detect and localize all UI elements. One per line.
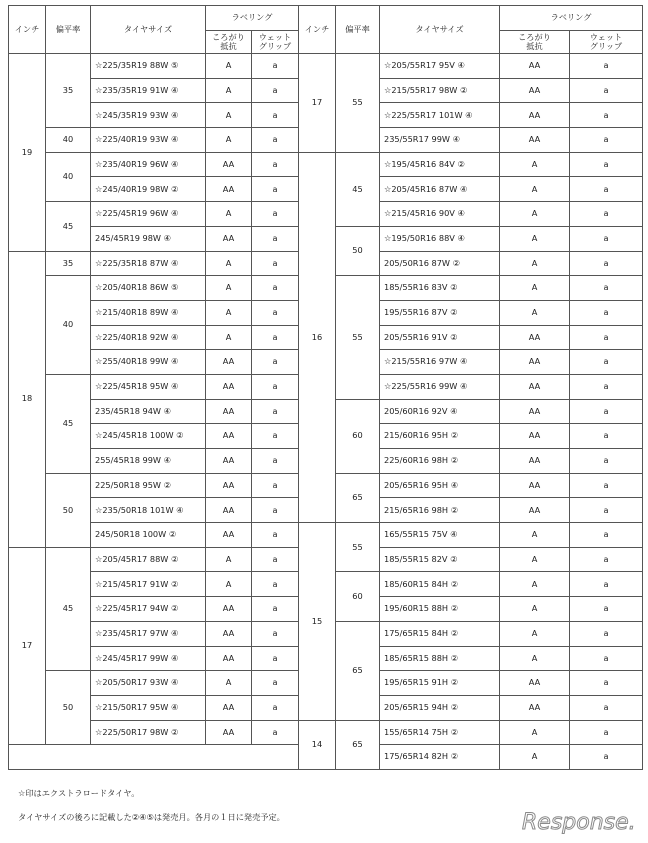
wet-grip-cell: a — [252, 325, 299, 350]
tire-size-cell: ☆235/45R17 97W ④ — [91, 621, 206, 646]
tire-size-cell: ☆225/40R18 92W ④ — [91, 325, 206, 350]
rolling-resistance-cell: AA — [206, 695, 252, 720]
wet-grip-cell: a — [252, 202, 299, 227]
rolling-resistance-cell: A — [500, 523, 570, 548]
wet-grip-cell: a — [570, 498, 643, 523]
rolling-resistance-cell: AA — [206, 152, 252, 177]
rolling-resistance-cell: A — [206, 78, 252, 103]
tire-size-cell: ☆235/35R19 91W ④ — [91, 78, 206, 103]
rolling-resistance-cell: A — [206, 325, 252, 350]
wet-grip-cell: a — [252, 473, 299, 498]
tire-size-cell: 205/65R16 95H ④ — [380, 473, 500, 498]
rolling-resistance-cell: AA — [500, 671, 570, 696]
tire-size-cell: 205/50R16 87W ② — [380, 251, 500, 276]
inch-cell: 15 — [299, 523, 336, 721]
tire-size-cell: ☆225/55R16 99W ④ — [380, 374, 500, 399]
rolling-resistance-cell: AA — [500, 498, 570, 523]
rolling-resistance-cell: A — [500, 202, 570, 227]
wet-grip-cell: a — [570, 449, 643, 474]
aspect-cell: 50 — [336, 226, 380, 275]
wet-grip-cell: a — [252, 374, 299, 399]
header-rolling-right: ころがり 抵抗 — [500, 31, 570, 54]
rolling-resistance-cell: AA — [500, 54, 570, 79]
header-aspect-left: 偏平率 — [46, 6, 91, 54]
rolling-resistance-cell: AA — [500, 473, 570, 498]
tire-size-cell: 215/60R16 95H ② — [380, 424, 500, 449]
tire-size-cell: ☆225/45R18 95W ④ — [91, 374, 206, 399]
tire-size-cell: 235/55R17 99W ④ — [380, 128, 500, 153]
aspect-cell: 55 — [336, 54, 380, 153]
rolling-resistance-cell: A — [500, 597, 570, 622]
wet-grip-cell: a — [570, 671, 643, 696]
tire-size-cell: ☆205/50R17 93W ④ — [91, 671, 206, 696]
tire-size-cell: ☆235/40R19 96W ④ — [91, 152, 206, 177]
tire-size-cell: 245/50R18 100W ② — [91, 523, 206, 548]
rolling-resistance-cell: A — [500, 745, 570, 770]
aspect-cell: 35 — [46, 251, 91, 276]
rolling-resistance-cell: A — [206, 202, 252, 227]
aspect-cell: 65 — [336, 621, 380, 720]
aspect-cell: 40 — [46, 276, 91, 375]
tire-size-cell: ☆225/40R19 93W ④ — [91, 128, 206, 153]
tire-spec-table — [8, 5, 643, 770]
aspect-cell: 45 — [46, 202, 91, 251]
wet-grip-cell: a — [570, 54, 643, 79]
wet-grip-cell: a — [252, 547, 299, 572]
rolling-resistance-cell: AA — [206, 523, 252, 548]
wet-grip-cell: a — [570, 202, 643, 227]
rolling-resistance-cell: AA — [206, 621, 252, 646]
table-body — [9, 6, 643, 770]
rolling-resistance-cell: AA — [500, 350, 570, 375]
wet-grip-cell: a — [570, 152, 643, 177]
wet-grip-cell: a — [570, 103, 643, 128]
inch-cell: 14 — [299, 720, 336, 769]
wet-grip-cell: a — [252, 251, 299, 276]
wet-grip-cell: a — [570, 424, 643, 449]
rolling-resistance-cell: A — [500, 621, 570, 646]
tire-size-cell: 245/45R19 98W ④ — [91, 226, 206, 251]
aspect-cell: 50 — [46, 671, 91, 745]
tire-size-cell: ☆195/45R16 84V ② — [380, 152, 500, 177]
wet-grip-cell: a — [252, 695, 299, 720]
tire-size-cell: ☆225/55R17 101W ④ — [380, 103, 500, 128]
rolling-resistance-cell: AA — [206, 424, 252, 449]
header-aspect-right: 偏平率 — [336, 6, 380, 54]
header-row-1 — [9, 6, 643, 31]
rolling-resistance-cell: AA — [500, 325, 570, 350]
rolling-resistance-cell: AA — [500, 399, 570, 424]
wet-grip-cell: a — [252, 424, 299, 449]
tire-size-cell: 225/50R18 95W ② — [91, 473, 206, 498]
wet-grip-cell: a — [570, 572, 643, 597]
rolling-resistance-cell: AA — [206, 399, 252, 424]
tire-size-cell: ☆205/55R17 95V ④ — [380, 54, 500, 79]
tire-size-cell: 255/45R18 99W ④ — [91, 449, 206, 474]
table-row — [9, 720, 643, 745]
wet-grip-cell: a — [570, 300, 643, 325]
wet-grip-cell: a — [570, 399, 643, 424]
header-wet-right: ウェット グリップ — [570, 31, 643, 54]
tire-size-cell: 185/55R16 83V ② — [380, 276, 500, 301]
wet-grip-cell: a — [252, 152, 299, 177]
wet-grip-cell: a — [252, 523, 299, 548]
wet-grip-cell: a — [252, 54, 299, 79]
svg-text:Response.: Response. — [522, 810, 636, 834]
wet-grip-cell: a — [252, 300, 299, 325]
rolling-resistance-cell: A — [500, 300, 570, 325]
tire-size-cell: 225/60R16 98H ② — [380, 449, 500, 474]
wet-grip-cell: a — [570, 374, 643, 399]
header-labeling-left: ラベリング — [206, 6, 299, 31]
table-row — [9, 54, 643, 79]
inch-cell: 16 — [299, 152, 336, 522]
wet-grip-cell: a — [252, 498, 299, 523]
wet-grip-cell: a — [570, 745, 643, 770]
rolling-resistance-cell: A — [206, 300, 252, 325]
tire-size-cell: ☆215/55R17 98W ② — [380, 78, 500, 103]
wet-grip-cell: a — [252, 128, 299, 153]
wet-grip-cell: a — [570, 350, 643, 375]
rolling-resistance-cell: AA — [206, 597, 252, 622]
aspect-cell: 50 — [46, 473, 91, 547]
inch-cell: 19 — [9, 54, 46, 252]
header-inch-right: インチ — [299, 6, 336, 54]
tire-size-cell: 195/55R16 87V ② — [380, 300, 500, 325]
tire-size-cell: 165/55R15 75V ④ — [380, 523, 500, 548]
rolling-resistance-cell: A — [206, 251, 252, 276]
tire-size-cell: ☆205/45R17 88W ② — [91, 547, 206, 572]
tire-size-cell: 205/55R16 91V ② — [380, 325, 500, 350]
wet-grip-cell: a — [252, 621, 299, 646]
wet-grip-cell: a — [252, 720, 299, 745]
rolling-resistance-cell: AA — [206, 177, 252, 202]
rolling-resistance-cell: A — [500, 276, 570, 301]
rolling-resistance-cell: A — [206, 671, 252, 696]
rolling-resistance-cell: A — [206, 128, 252, 153]
tire-size-cell: ☆225/35R18 87W ④ — [91, 251, 206, 276]
rolling-resistance-cell: A — [500, 547, 570, 572]
wet-grip-cell: a — [252, 572, 299, 597]
footnote-extra-load: ☆印はエクストラロードタイヤ。 — [18, 788, 140, 798]
aspect-cell: 65 — [336, 720, 380, 769]
rolling-resistance-cell: A — [500, 251, 570, 276]
aspect-cell: 60 — [336, 572, 380, 621]
wet-grip-cell: a — [252, 646, 299, 671]
rolling-resistance-cell: AA — [206, 449, 252, 474]
rolling-resistance-cell: AA — [500, 128, 570, 153]
rolling-resistance-cell: A — [500, 177, 570, 202]
tire-size-cell: 235/45R18 94W ④ — [91, 399, 206, 424]
rolling-resistance-cell: A — [500, 152, 570, 177]
rolling-resistance-cell: AA — [206, 374, 252, 399]
header-tire-size-left: タイヤサイズ — [91, 6, 206, 54]
wet-grip-cell: a — [252, 449, 299, 474]
tire-size-cell: 175/65R15 84H ② — [380, 621, 500, 646]
tire-size-cell: ☆255/40R18 99W ④ — [91, 350, 206, 375]
tire-size-cell: ☆205/40R18 86W ⑤ — [91, 276, 206, 301]
header-tire-size-right: タイヤサイズ — [380, 6, 500, 54]
wet-grip-cell: a — [570, 720, 643, 745]
response-logo-watermark — [520, 808, 640, 834]
wet-grip-cell: a — [570, 78, 643, 103]
aspect-cell: 40 — [46, 152, 91, 201]
tire-size-cell: 195/65R15 91H ② — [380, 671, 500, 696]
empty-cell — [9, 745, 299, 770]
tire-size-cell: 175/65R14 82H ② — [380, 745, 500, 770]
rolling-resistance-cell: A — [206, 103, 252, 128]
tire-size-cell: ☆215/40R18 89W ④ — [91, 300, 206, 325]
wet-grip-cell: a — [570, 547, 643, 572]
tire-size-cell: ☆245/45R17 99W ④ — [91, 646, 206, 671]
rolling-resistance-cell: AA — [500, 695, 570, 720]
wet-grip-cell: a — [570, 597, 643, 622]
rolling-resistance-cell: AA — [500, 78, 570, 103]
tire-size-cell: 195/60R15 88H ② — [380, 597, 500, 622]
tire-size-cell: ☆225/50R17 98W ② — [91, 720, 206, 745]
wet-grip-cell: a — [252, 177, 299, 202]
wet-grip-cell: a — [570, 276, 643, 301]
rolling-resistance-cell: AA — [500, 374, 570, 399]
header-wet-left: ウェット グリップ — [252, 31, 299, 54]
tire-size-cell: ☆245/45R18 100W ② — [91, 424, 206, 449]
wet-grip-cell: a — [252, 399, 299, 424]
tire-size-cell: ☆225/45R19 96W ④ — [91, 202, 206, 227]
tire-size-cell: ☆215/55R16 97W ④ — [380, 350, 500, 375]
wet-grip-cell: a — [570, 523, 643, 548]
tire-size-cell: 155/65R14 75H ② — [380, 720, 500, 745]
header-labeling-right: ラベリング — [500, 6, 643, 31]
wet-grip-cell: a — [570, 325, 643, 350]
rolling-resistance-cell: A — [500, 646, 570, 671]
wet-grip-cell: a — [570, 473, 643, 498]
header-inch-left: インチ — [9, 6, 46, 54]
aspect-cell: 60 — [336, 399, 380, 473]
rolling-resistance-cell: A — [206, 54, 252, 79]
aspect-cell: 55 — [336, 523, 380, 572]
wet-grip-cell: a — [252, 276, 299, 301]
tire-size-cell: ☆225/35R19 88W ⑤ — [91, 54, 206, 79]
tire-size-cell: ☆245/40R19 98W ② — [91, 177, 206, 202]
table-row — [9, 523, 643, 548]
aspect-cell: 55 — [336, 276, 380, 399]
rolling-resistance-cell: AA — [206, 498, 252, 523]
rolling-resistance-cell: AA — [206, 473, 252, 498]
wet-grip-cell: a — [252, 350, 299, 375]
wet-grip-cell: a — [570, 695, 643, 720]
tire-size-cell: 185/60R15 84H ② — [380, 572, 500, 597]
rolling-resistance-cell: AA — [206, 720, 252, 745]
rolling-resistance-cell: AA — [500, 424, 570, 449]
aspect-cell: 35 — [46, 54, 91, 128]
tire-size-cell: 205/65R15 94H ② — [380, 695, 500, 720]
rolling-resistance-cell: AA — [206, 226, 252, 251]
footnote-release-month: タイヤサイズの後ろに記載した②④⑤は発売月。各月の１日に発売予定。 — [18, 812, 285, 822]
wet-grip-cell: a — [570, 177, 643, 202]
tire-size-cell: ☆205/45R16 87W ④ — [380, 177, 500, 202]
rolling-resistance-cell: A — [206, 547, 252, 572]
rolling-resistance-cell: AA — [206, 350, 252, 375]
wet-grip-cell: a — [252, 226, 299, 251]
tire-size-cell: 215/65R16 98H ② — [380, 498, 500, 523]
wet-grip-cell: a — [252, 78, 299, 103]
aspect-cell: 40 — [46, 128, 91, 153]
tire-size-cell: 185/65R15 88H ② — [380, 646, 500, 671]
rolling-resistance-cell: AA — [500, 449, 570, 474]
table-row — [9, 152, 643, 177]
wet-grip-cell: a — [252, 671, 299, 696]
rolling-resistance-cell: A — [206, 572, 252, 597]
tire-size-cell: ☆215/50R17 95W ④ — [91, 695, 206, 720]
aspect-cell: 45 — [336, 152, 380, 226]
rolling-resistance-cell: A — [500, 720, 570, 745]
wet-grip-cell: a — [570, 226, 643, 251]
aspect-cell: 45 — [46, 374, 91, 473]
inch-cell: 17 — [9, 547, 46, 745]
inch-cell: 17 — [299, 54, 336, 153]
wet-grip-cell: a — [252, 597, 299, 622]
tire-size-cell: 205/60R16 92V ④ — [380, 399, 500, 424]
rolling-resistance-cell: AA — [500, 103, 570, 128]
tire-size-cell: ☆225/45R17 94W ② — [91, 597, 206, 622]
wet-grip-cell: a — [570, 128, 643, 153]
tire-size-cell: ☆195/50R16 88V ④ — [380, 226, 500, 251]
tire-size-cell: 185/55R15 82V ② — [380, 547, 500, 572]
rolling-resistance-cell: AA — [206, 646, 252, 671]
aspect-cell: 65 — [336, 473, 380, 522]
wet-grip-cell: a — [570, 646, 643, 671]
header-rolling-left: ころがり 抵抗 — [206, 31, 252, 54]
tire-size-cell: ☆235/50R18 101W ④ — [91, 498, 206, 523]
tire-size-cell: ☆215/45R17 91W ② — [91, 572, 206, 597]
wet-grip-cell: a — [570, 621, 643, 646]
wet-grip-cell: a — [252, 103, 299, 128]
rolling-resistance-cell: A — [500, 226, 570, 251]
inch-cell: 18 — [9, 251, 46, 547]
tire-size-cell: ☆245/35R19 93W ④ — [91, 103, 206, 128]
rolling-resistance-cell: A — [206, 276, 252, 301]
aspect-cell: 45 — [46, 547, 91, 670]
tire-size-cell: ☆215/45R16 90V ④ — [380, 202, 500, 227]
rolling-resistance-cell: A — [500, 572, 570, 597]
wet-grip-cell: a — [570, 251, 643, 276]
